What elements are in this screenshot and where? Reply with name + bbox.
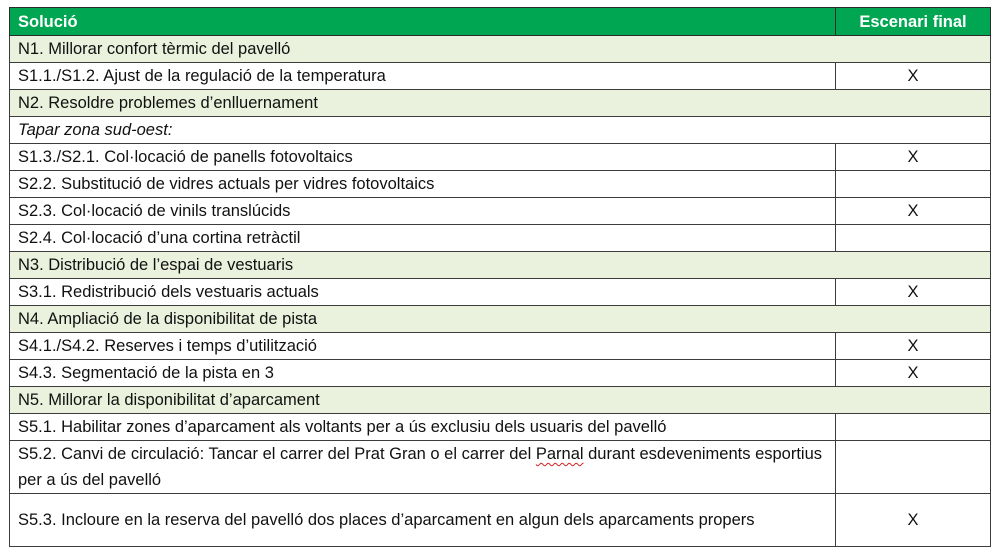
table-row bbox=[10, 63, 991, 90]
final-scenario-mark: X bbox=[836, 494, 991, 547]
solution-text bbox=[10, 494, 836, 547]
solution-text: S4.1./S4.2. Reserves i temps d’utilització bbox=[10, 333, 836, 360]
final-scenario-mark: X bbox=[836, 279, 991, 306]
section-row bbox=[10, 387, 991, 414]
final-scenario-mark: X bbox=[836, 63, 991, 90]
header-escenari-final: Escenari final bbox=[836, 8, 991, 36]
table-row bbox=[10, 333, 991, 360]
section-title: N3. Distribució de l’espai de vestuaris bbox=[10, 252, 991, 279]
spellcheck-word: Parnal bbox=[535, 445, 584, 463]
section-title: N2. Resoldre problemes d’enlluernament bbox=[10, 90, 991, 117]
solution-text: S2.3. Col·locació de vinils translúcids bbox=[10, 198, 836, 225]
solution-text: S4.3. Segmentació de la pista en 3 bbox=[10, 360, 836, 387]
solution-text: S3.1. Redistribució dels vestuaris actuals bbox=[10, 279, 836, 306]
section-row bbox=[10, 90, 991, 117]
section-row bbox=[10, 306, 991, 333]
section-title: N5. Millorar la disponibilitat d’aparcament bbox=[10, 387, 991, 414]
table-row bbox=[10, 414, 991, 441]
subheading-row bbox=[10, 117, 991, 144]
table-row bbox=[10, 279, 991, 306]
final-scenario-mark bbox=[836, 225, 991, 252]
section-title: N4. Ampliació de la disponibilitat de pista bbox=[10, 306, 991, 333]
solution-text-part: durant esdeveniments esportius per a ús del pavelló bbox=[18, 445, 823, 489]
final-scenario-mark bbox=[836, 441, 991, 494]
header-solucio: Solució bbox=[10, 8, 836, 36]
solution-text: S2.2. Substitució de vidres actuals per vidres fotovoltaics bbox=[10, 171, 836, 198]
solution-text-part: S5.2. Canvi de circulació: Tancar el carrer del Prat Gran o el carrer del bbox=[18, 445, 536, 463]
solution-text: S1.3./S2.1. Col·locació de panells fotovoltaics bbox=[10, 144, 836, 171]
table-row bbox=[10, 144, 991, 171]
final-scenario-mark: X bbox=[836, 360, 991, 387]
table-row bbox=[10, 225, 991, 252]
section-title: N1. Millorar confort tèrmic del pavelló bbox=[10, 36, 991, 63]
table-row bbox=[10, 198, 991, 225]
final-scenario-mark: X bbox=[836, 333, 991, 360]
table-row bbox=[10, 441, 991, 494]
solutions-table bbox=[9, 7, 991, 547]
table-row bbox=[10, 494, 991, 547]
section-row bbox=[10, 252, 991, 279]
table-body bbox=[10, 36, 991, 547]
table-header-row bbox=[10, 8, 991, 36]
subheading-text: Tapar zona sud-oest: bbox=[10, 117, 991, 144]
final-scenario-mark bbox=[836, 171, 991, 198]
solution-text: S5.1. Habilitar zones d’aparcament als voltants per a ús exclusiu dels usuaris del pavelló bbox=[10, 414, 836, 441]
section-row bbox=[10, 36, 991, 63]
solution-text: S2.4. Col·locació d’una cortina retràctil bbox=[10, 225, 836, 252]
table-row bbox=[10, 360, 991, 387]
table-row bbox=[10, 171, 991, 198]
solution-text-part: S5.3. Incloure en la reserva del pavelló dos places d’aparcament en algun dels aparcaments propers bbox=[18, 511, 755, 529]
final-scenario-mark: X bbox=[836, 144, 991, 171]
solution-text bbox=[10, 441, 836, 494]
final-scenario-mark bbox=[836, 414, 991, 441]
solution-text: S1.1./S1.2. Ajust de la regulació de la temperatura bbox=[10, 63, 836, 90]
final-scenario-mark: X bbox=[836, 198, 991, 225]
